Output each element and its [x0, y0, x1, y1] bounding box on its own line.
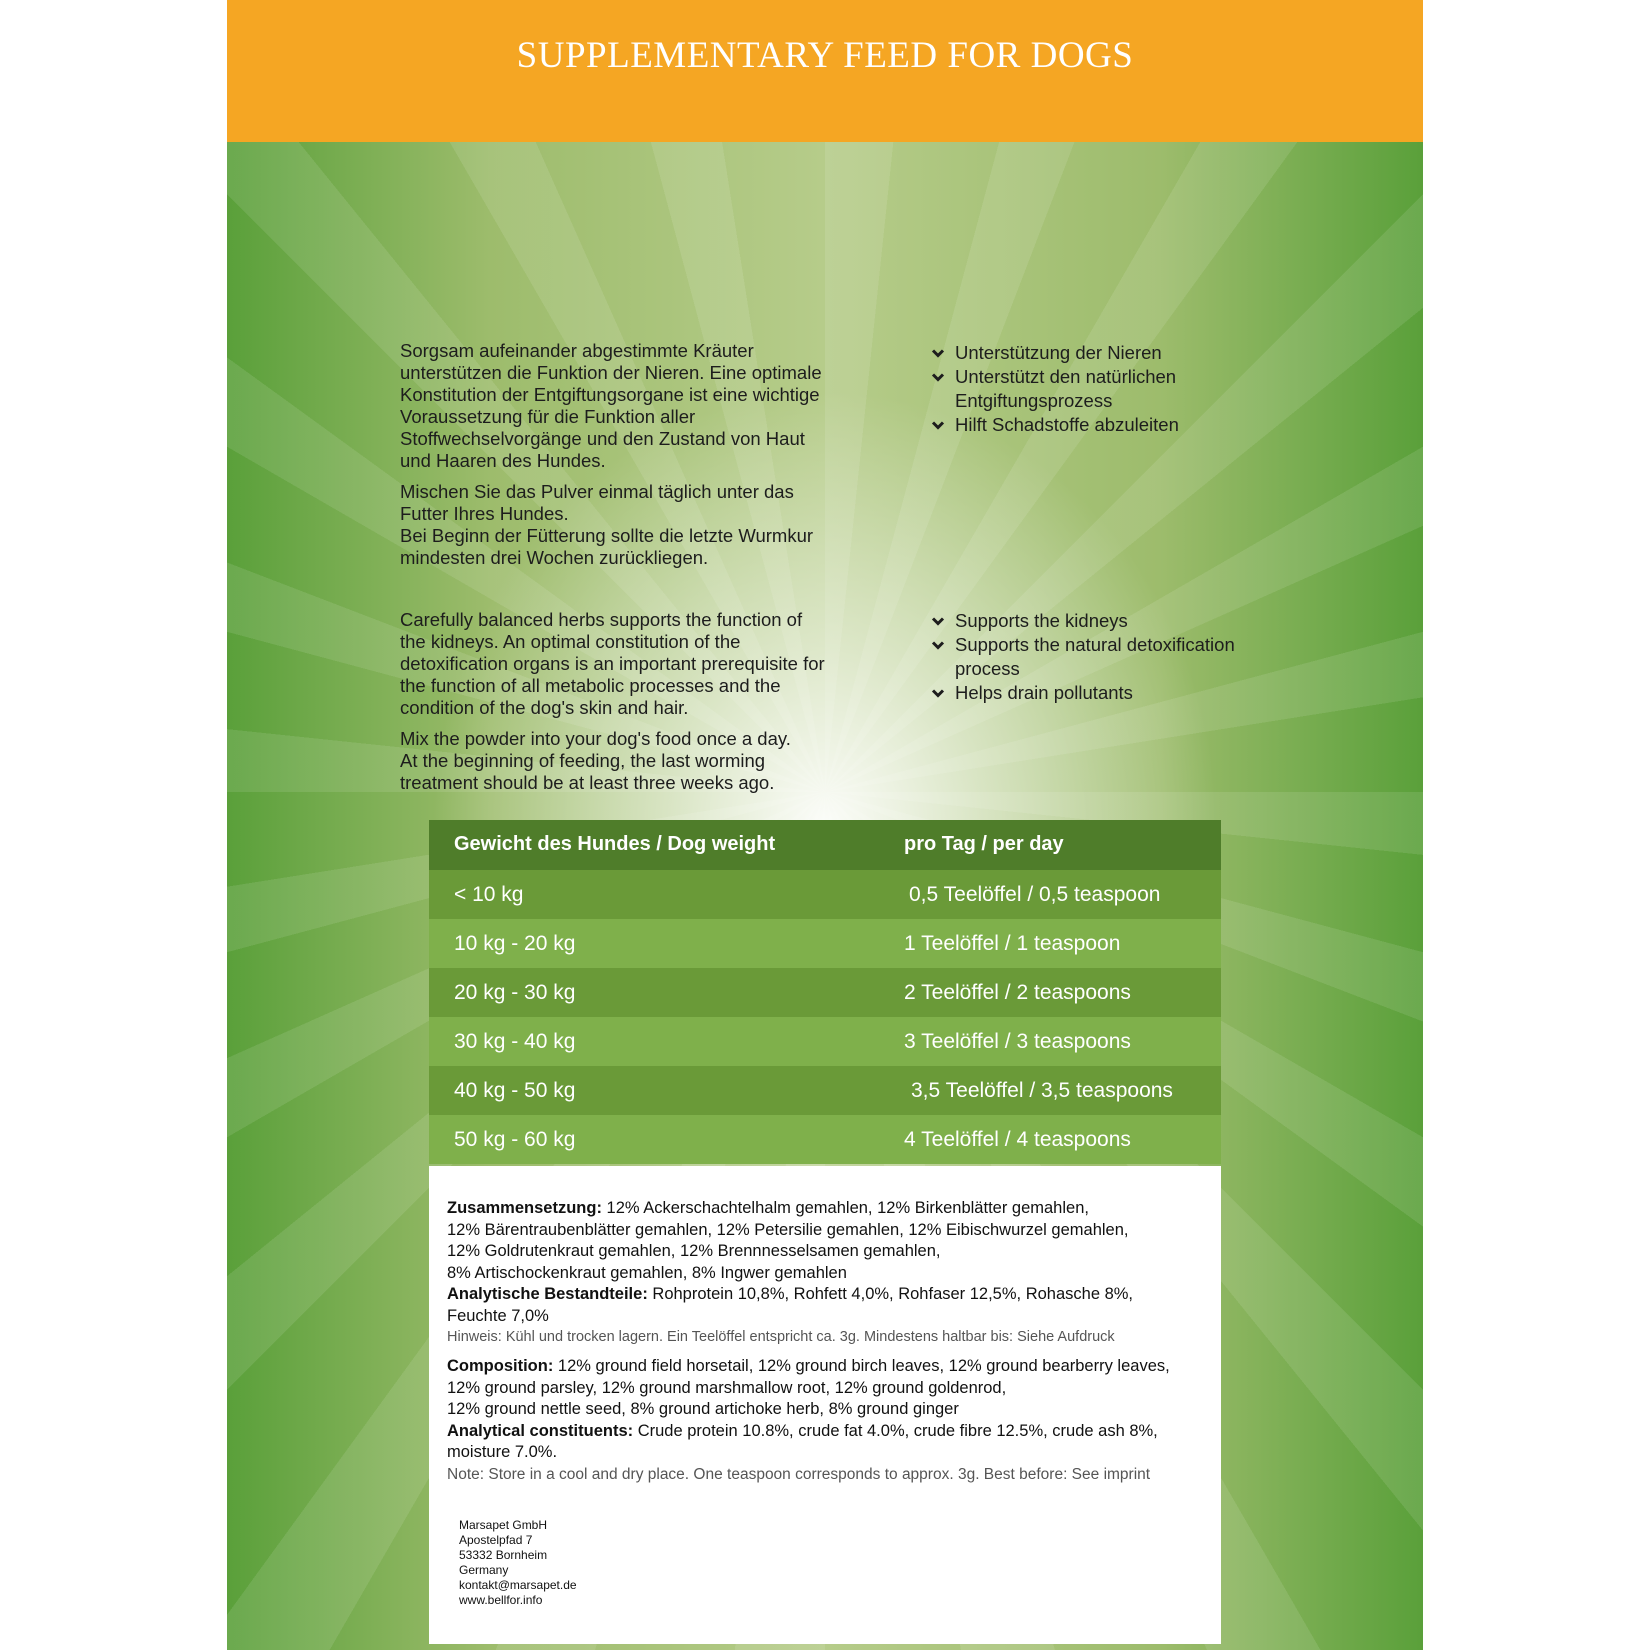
check-icon: [931, 370, 945, 384]
german-benefits-list: [931, 341, 1311, 437]
text-line: Carefully balanced herbs supports the function of: [400, 609, 803, 630]
benefit-label: Unterstützung der Nieren: [955, 342, 1162, 363]
composition-line: 12% ground parsley, 12% ground marshmallow root, 12% ground goldenrod,: [447, 1378, 1007, 1397]
text-line: the function of all metabolic processes and the: [400, 675, 781, 696]
text-line: detoxification organs is an important prerequisite for: [400, 653, 825, 674]
check-icon: [931, 614, 945, 628]
dose-cell: 4 Teelöffel / 4 teaspoons: [904, 1128, 1131, 1151]
text-line: At the beginning of feeding, the last worming: [400, 750, 766, 771]
german-paragraph-1: [400, 340, 880, 472]
check-icon: [931, 638, 945, 652]
benefit-label: Unterstützt den natürlichen: [955, 366, 1177, 387]
benefit-label: Supports the kidneys: [955, 610, 1128, 631]
weight-cell: 50 kg - 60 kg: [454, 1128, 576, 1151]
analytic-line: [447, 1421, 1217, 1443]
weight-cell: < 10 kg: [454, 883, 524, 906]
header-banner: [227, 0, 1423, 142]
text-line: condition of the dog's skin and hair.: [400, 697, 689, 718]
benefit-item: [931, 341, 1311, 365]
column-header-weight: Gewicht des Hundes / Dog weight: [454, 833, 776, 855]
text-line: und Haaren des Hundes.: [400, 450, 606, 471]
page-title: SUPPLEMENTARY FEED FOR DOGS: [516, 35, 1134, 76]
table-row: [429, 870, 1221, 919]
address-city: 53332 Bornheim: [459, 1548, 548, 1562]
composition-english: [447, 1356, 1217, 1485]
analytic-label: Analytical constituents:: [447, 1421, 634, 1440]
composition-text: 12% Ackerschachtelhalm gemahlen, 12% Birkenblätter gemahlen,: [601, 1199, 1089, 1217]
table-row: [429, 919, 1221, 968]
english-paragraph-1: [400, 609, 880, 719]
address-street: Apostelpfad 7: [459, 1533, 533, 1547]
german-paragraph-2: [400, 481, 880, 569]
text-line: Mix the powder into your dog's food once a day.: [400, 728, 791, 749]
text-line: mindesten drei Wochen zurückliegen.: [400, 547, 709, 568]
text-line: Stoffwechselvorgänge und den Zustand von Haut: [400, 428, 805, 449]
english-description: [400, 609, 880, 803]
table-row: [429, 1066, 1221, 1115]
address-country: Germany: [459, 1563, 509, 1577]
table-row: [429, 1017, 1221, 1066]
composition-line: 8% Artischockenkraut gemahlen, 8% Ingwer gemahlen: [447, 1263, 847, 1282]
table-row: [429, 968, 1221, 1017]
analytic-line: moisture 7.0%.: [447, 1443, 558, 1461]
text-line: Bei Beginn der Fütterung sollte die letzte Wurmkur: [400, 525, 814, 546]
composition-line: 12% Bärentraubenblätter gemahlen, 12% Petersilie gemahlen, 12% Eibischwurzel gemahlen,: [447, 1220, 1129, 1239]
composition-text: 12% ground field horsetail, 12% ground birch leaves, 12% ground bearberry leaves,: [553, 1357, 1170, 1375]
table-header-row: [429, 820, 1221, 870]
product-label-panel: [227, 0, 1423, 1650]
dose-cell: 2 Teelöffel / 2 teaspoons: [904, 981, 1131, 1004]
dose-cell: 3,5 Teelöffel / 3,5 teaspoons: [911, 1079, 1173, 1102]
analytic-line: Feuchte 7,0%: [447, 1306, 549, 1325]
dose-cell: 1 Teelöffel / 1 teaspoon: [904, 932, 1121, 955]
text-line: Sorgsam aufeinander abgestimmte Kräuter: [400, 340, 754, 361]
dosage-table: [429, 820, 1221, 1164]
text-line: the kidneys. An optimal constitution of the: [400, 631, 741, 652]
company-name: Marsapet GmbH: [459, 1518, 548, 1532]
composition-line: 12% Goldrutenkraut gemahlen, 12% Brennnesselsamen gemahlen,: [447, 1242, 941, 1260]
benefit-label: Supports the natural detoxification: [955, 634, 1235, 655]
benefit-item: [931, 681, 1311, 705]
analytic-text: Crude protein 10.8%, crude fat 4.0%, crude fibre 12.5%, crude ash 8%,: [633, 1421, 1158, 1440]
weight-cell: 30 kg - 40 kg: [454, 1030, 576, 1053]
weight-cell: 40 kg - 50 kg: [454, 1079, 576, 1102]
table-row: [429, 1115, 1221, 1164]
composition-box: [429, 1166, 1221, 1644]
benefit-item: [931, 365, 1311, 413]
composition-label: Composition:: [447, 1357, 554, 1375]
english-benefits-list: [931, 609, 1311, 705]
text-line: unterstützen die Funktion der Nieren. Eine optimale: [400, 362, 822, 383]
composition-label: Zusammensetzung:: [447, 1199, 602, 1217]
benefit-label: Helps drain pollutants: [955, 682, 1133, 703]
benefit-item: [931, 609, 1311, 633]
english-paragraph-2: [400, 728, 880, 794]
check-icon: [931, 418, 945, 432]
analytic-label: Analytische Bestandteile:: [447, 1285, 648, 1303]
weight-cell: 20 kg - 30 kg: [454, 981, 576, 1004]
text-line: Mischen Sie das Pulver einmal täglich unter das: [400, 481, 794, 502]
german-description: [400, 340, 880, 578]
text-line: Futter Ihres Hundes.: [400, 503, 569, 524]
storage-note: Hinweis: Kühl und trocken lagern. Ein Teelöffel entspricht ca. 3g. Mindestens haltbar bis: Siehe Aufdruck: [447, 1329, 1115, 1345]
dose-cell: 3 Teelöffel / 3 teaspoons: [904, 1030, 1131, 1053]
benefit-item: [931, 633, 1311, 681]
text-line: Konstitution der Entgiftungsorgane ist eine wichtige: [400, 384, 820, 405]
weight-cell: 10 kg - 20 kg: [454, 932, 576, 955]
text-line: Voraussetzung für die Funktion aller: [400, 406, 696, 427]
benefit-item: [931, 413, 1311, 437]
benefit-label: process: [955, 658, 1020, 679]
composition-german: [447, 1198, 1217, 1349]
storage-note: Note: Store in a cool and dry place. One teaspoon corresponds to approx. 3g. Best before: See imprint: [447, 1465, 1151, 1483]
check-icon: [931, 686, 945, 700]
analytic-text: Rohprotein 10,8%, Rohfett 4,0%, Rohfaser 12,5%, Rohasche 8%,: [647, 1285, 1134, 1303]
contact-email[interactable]: kontakt@marsapet.de: [459, 1578, 577, 1592]
benefit-label: Hilft Schadstoffe abzuleiten: [955, 414, 1179, 435]
benefit-label: Entgiftungsprozess: [955, 390, 1113, 411]
analytic-line: [447, 1284, 1217, 1306]
website-link[interactable]: www.bellfor.info: [459, 1593, 543, 1607]
text-line: treatment should be at least three weeks ago.: [400, 772, 775, 793]
dose-cell: 0,5 Teelöffel / 0,5 teaspoon: [909, 883, 1161, 906]
company-address: [459, 1518, 577, 1608]
column-header-per-day: pro Tag / per day: [904, 833, 1064, 855]
composition-line: [447, 1356, 1217, 1378]
composition-line: 12% ground nettle seed, 8% ground artichoke herb, 8% ground ginger: [447, 1400, 959, 1418]
check-icon: [931, 346, 945, 360]
composition-line: [447, 1198, 1217, 1220]
